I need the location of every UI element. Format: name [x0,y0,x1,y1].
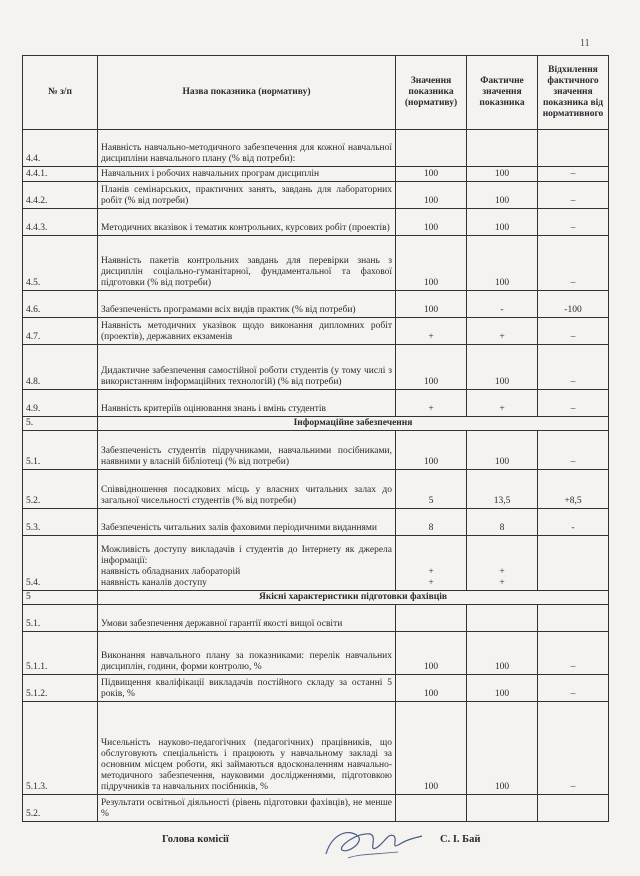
norm-value: 100 [396,702,467,795]
actual-value [467,605,538,632]
norm-value: 100 [396,209,467,236]
header-actual: Фактичне значення показника [467,56,538,130]
indicator-name: Можливість доступу викладачів і студентів до Інтернету як джерела інформації: наявність обладнаних лабораторій наявність каналів доступу [98,536,396,591]
actual-value: 100 [467,236,538,291]
row-number: 5.2. [23,470,98,509]
section-number: 5. [23,417,98,431]
table-row [23,702,609,795]
table-row [23,536,609,591]
norm-value: + [396,390,467,417]
deviation-value: – [538,236,609,291]
actual-value [467,130,538,167]
header-norm: Значення показника (нормативу) [396,56,467,130]
deviation-value [538,795,609,822]
deviation-value [538,130,609,167]
table-row [23,130,609,167]
norm-value [396,795,467,822]
norm-value: 100 [396,167,467,182]
indicator-name: Умови забезпечення державної гарантії якості вищої освіти [98,605,396,632]
indicator-name: Наявність навчально-методичного забезпечення для кожної навчальної дисципліни навчального плану (% від потреби): [98,130,396,167]
table-row [23,167,609,182]
table-row [23,795,609,822]
table-row [23,675,609,702]
indicator-name: Підвищення кваліфікації викладачів постійного складу за останні 5 років, % [98,675,396,702]
row-number: 5.1. [23,431,98,470]
deviation-value: – [538,390,609,417]
row-number: 5.4. [23,536,98,591]
indicator-name: Дидактичне забезпечення самостійної роботи студентів (у тому числі з використанням інформаційних технологій) (% від потреби) [98,345,396,390]
signature-block [0,828,640,868]
section-title: Інформаційне забезпечення [98,417,609,431]
actual-value: + [467,318,538,345]
table-row [23,236,609,291]
actual-value: 100 [467,182,538,209]
row-number: 5.1.2. [23,675,98,702]
table-row [23,605,609,632]
indicator-name: Наявність критеріїв оцінювання знань і вмінь студентів [98,390,396,417]
indicator-name: Планів семінарських, практичних занять, завдань для лабораторних робіт (% від потреби) [98,182,396,209]
row-number: 5.1.1. [23,632,98,675]
row-number: 5.1. [23,605,98,632]
commission-head-label: Голова комісії [162,834,229,845]
row-number: 5.3. [23,509,98,536]
header-deviation: Відхилення фактичного значення показника від нормативного [538,56,609,130]
deviation-value: -100 [538,291,609,318]
indicator-name: Наявність методичних указівок щодо виконання дипломних робіт (проектів), державних екзаменів [98,318,396,345]
norm-value: 100 [396,291,467,318]
row-number: 4.4.3. [23,209,98,236]
deviation-value: – [538,675,609,702]
row-number: 4.8. [23,345,98,390]
actual-value: 100 [467,675,538,702]
actual-value: - [467,291,538,318]
section-row [23,591,609,605]
norm-value: 100 [396,345,467,390]
row-number: 4.4. [23,130,98,167]
norm-value: 100 [396,632,467,675]
row-number: 4.4.2. [23,182,98,209]
norm-value [396,605,467,632]
actual-value: 100 [467,209,538,236]
actual-value: 100 [467,167,538,182]
norm-value: 100 [396,182,467,209]
deviation-value [538,536,609,591]
section-title: Якісні характеристики підготовки фахівців [98,591,609,605]
commission-head-name: С. І. Бай [440,834,481,845]
indicator-name: Чисельність науково-педагогічних (педагогічних) працівників, що обслуговують спеціальність і працюють у навчальному закладі за основним місцем роботи, які займаються вдосконаленням навчально-методичного забезпечення, науковими дослідженнями, підготовкою підручників та навчальних посібників, % [98,702,396,795]
table-row [23,509,609,536]
row-number: 4.5. [23,236,98,291]
indicators-table [22,55,609,822]
actual-value: 100 [467,632,538,675]
deviation-value: – [538,345,609,390]
indicator-name: Виконання навчального плану за показниками: перелік навчальних дисциплін, години, форми контролю, % [98,632,396,675]
table-header-row [23,56,609,130]
deviation-value: – [538,318,609,345]
actual-value: 100 [467,431,538,470]
norm-value: 100 [396,236,467,291]
table-row [23,291,609,318]
actual-value: + [467,390,538,417]
actual-value: 100 [467,345,538,390]
section-number: 5 [23,591,98,605]
indicator-name: Співвідношення посадкових місць у власних читальних залах до загальної чисельності студентів (% від потреби) [98,470,396,509]
section-row [23,417,609,431]
deviation-value: – [538,702,609,795]
deviation-value: – [538,182,609,209]
actual-value: + + [467,536,538,591]
actual-value: 100 [467,702,538,795]
deviation-value: – [538,431,609,470]
deviation-value: +8,5 [538,470,609,509]
actual-value [467,795,538,822]
indicator-name: Методичних вказівок і тематик контрольних, курсових робіт (проектів) [98,209,396,236]
row-number: 4.4.1. [23,167,98,182]
table-row [23,390,609,417]
indicator-name: Навчальних і робочих навчальних програм дисциплін [98,167,396,182]
table-row [23,318,609,345]
deviation-value: – [538,167,609,182]
norm-value [396,130,467,167]
row-number: 5.1.3. [23,702,98,795]
deviation-value: – [538,632,609,675]
header-name: Назва показника (нормативу) [98,56,396,130]
indicator-name: Забезпеченість студентів підручниками, навчальними посібниками, наявними у власній бібліотеці (% від потреби) [98,431,396,470]
table-row [23,209,609,236]
indicator-name: Результати освітньої діяльності (рівень підготовки фахівців), не менше % [98,795,396,822]
row-number: 4.6. [23,291,98,318]
indicator-name: Забезпеченість програмами всіх видів практик (% від потреби) [98,291,396,318]
norm-value: 8 [396,509,467,536]
indicator-name: Забезпеченість читальних залів фаховими періодичними виданнями [98,509,396,536]
deviation-value: – [538,209,609,236]
deviation-value [538,605,609,632]
actual-value: 8 [467,509,538,536]
table-row [23,345,609,390]
header-num: № з/п [23,56,98,130]
actual-value: 13,5 [467,470,538,509]
norm-value: + + [396,536,467,591]
table-row [23,470,609,509]
norm-value: 5 [396,470,467,509]
deviation-value: - [538,509,609,536]
row-number: 4.7. [23,318,98,345]
table-row [23,431,609,470]
indicator-name: Наявність пакетів контрольних завдань для перевірки знань з дисциплін соціально-гуманітарної, фундаментальної та фахової підготовки (% від потреби) [98,236,396,291]
norm-value: + [396,318,467,345]
table-body [23,130,609,822]
table-row [23,632,609,675]
norm-value: 100 [396,431,467,470]
signature-icon [318,824,428,864]
table-row [23,182,609,209]
row-number: 5.2. [23,795,98,822]
page-number: 11 [580,38,590,49]
row-number: 4.9. [23,390,98,417]
norm-value: 100 [396,675,467,702]
